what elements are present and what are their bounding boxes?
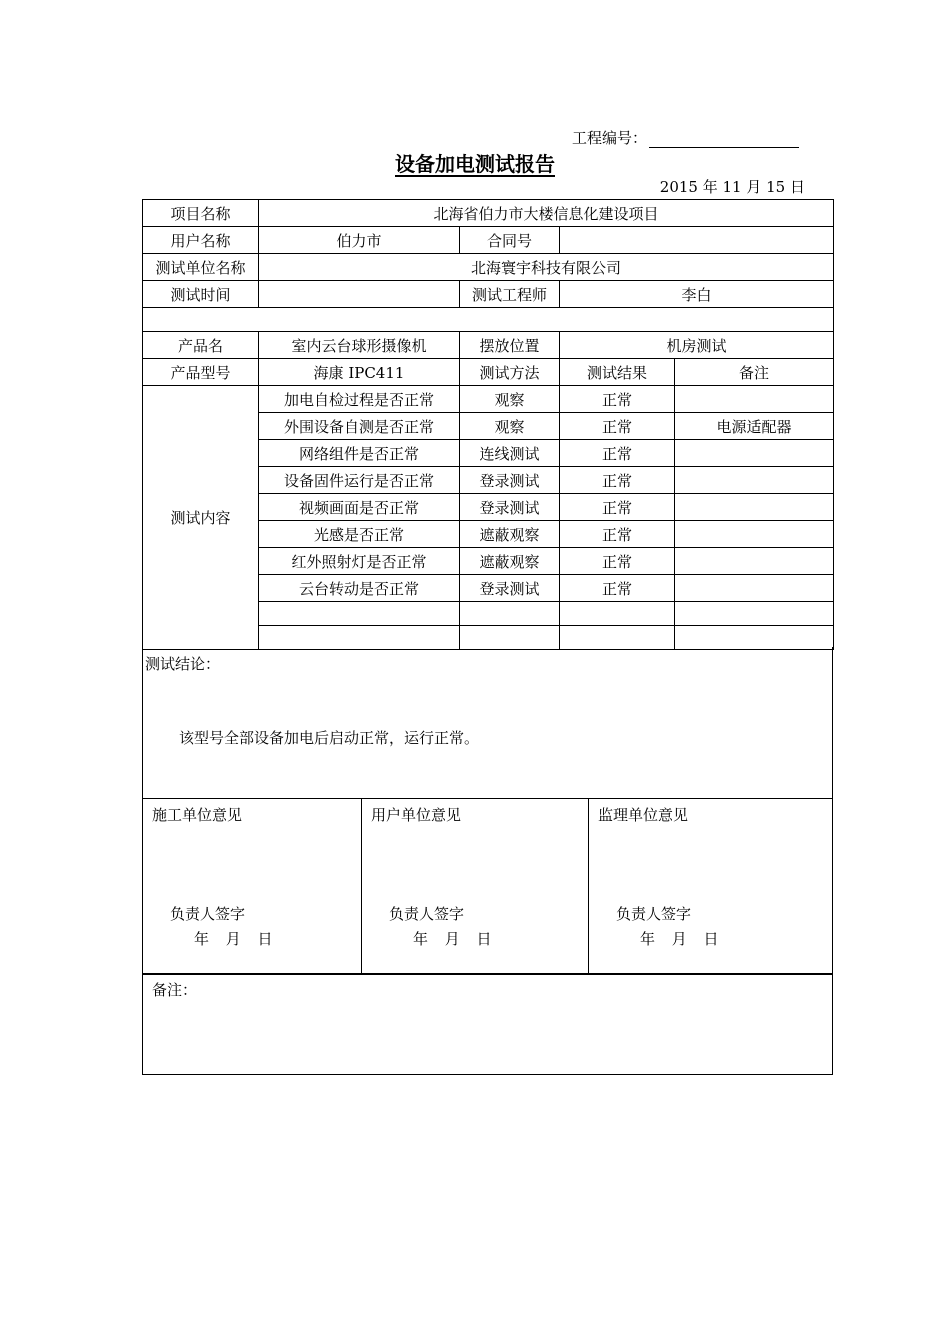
test-method [460, 602, 560, 626]
test-method: 观察 [460, 413, 560, 440]
signature-label: 负责人签字 [389, 905, 465, 923]
test-time-value [259, 281, 460, 308]
test-result: 正常 [560, 386, 675, 413]
test-remark [675, 440, 834, 467]
product-name-value: 室内云台球形摄像机 [259, 332, 460, 359]
location-value: 机房测试 [560, 332, 834, 359]
remarks-label: 备注： [152, 981, 198, 999]
conclusion-box [142, 647, 833, 799]
test-unit-label: 测试单位名称 [143, 254, 259, 281]
signature-label: 负责人签字 [616, 905, 692, 923]
test-result: 正常 [560, 467, 675, 494]
test-remark [675, 467, 834, 494]
test-remark: 电源适配器 [675, 413, 834, 440]
test-method: 连线测试 [460, 440, 560, 467]
result-header: 测试结果 [560, 359, 675, 386]
conclusion-text: 该型号全部设备加电后启动正常，运行正常。 [179, 729, 480, 747]
date-line: 年 月 日 [640, 930, 719, 948]
test-remark [675, 626, 834, 650]
supervision-opinion-title: 监理单位意见 [598, 806, 689, 824]
test-method: 登录测试 [460, 494, 560, 521]
test-unit-value: 北海寰宇科技有限公司 [259, 254, 834, 281]
report-table [142, 199, 834, 650]
page-title [0, 148, 950, 177]
test-result: 正常 [560, 548, 675, 575]
opinions-section [142, 798, 833, 975]
test-result: 正常 [560, 440, 675, 467]
date-line: 年 月 日 [413, 930, 492, 948]
test-remark [675, 521, 834, 548]
test-item: 云台转动是否正常 [259, 575, 460, 602]
test-result: 正常 [560, 494, 675, 521]
test-method: 遮蔽观察 [460, 521, 560, 548]
test-item: 视频画面是否正常 [259, 494, 460, 521]
method-header: 测试方法 [460, 359, 560, 386]
test-result [560, 626, 675, 650]
test-item: 外围设备自测是否正常 [259, 413, 460, 440]
test-item [259, 626, 460, 650]
conclusion-label: 测试结论： [145, 655, 221, 673]
construction-opinion [143, 799, 362, 974]
test-result: 正常 [560, 575, 675, 602]
contract-value [560, 227, 834, 254]
user-opinion-title: 用户单位意见 [371, 806, 462, 824]
row-product-name [143, 332, 834, 359]
row-project-name [143, 200, 834, 227]
row-product-model [143, 359, 834, 386]
supervision-opinion [589, 799, 832, 974]
test-remark [675, 386, 834, 413]
test-result: 正常 [560, 521, 675, 548]
remark-header: 备注 [675, 359, 834, 386]
test-method [460, 626, 560, 650]
engineer-label: 测试工程师 [460, 281, 560, 308]
location-label: 摆放位置 [460, 332, 560, 359]
test-item: 加电自检过程是否正常 [259, 386, 460, 413]
contract-label: 合同号 [460, 227, 560, 254]
test-method: 观察 [460, 386, 560, 413]
spacer-cell [143, 308, 834, 332]
project-name-value: 北海省伯力市大楼信息化建设项目 [259, 200, 834, 227]
test-item: 红外照射灯是否正常 [259, 548, 460, 575]
test-item: 设备固件运行是否正常 [259, 467, 460, 494]
date-line: 年 月 日 [194, 930, 273, 948]
project-name-label: 项目名称 [143, 200, 259, 227]
row-test-unit [143, 254, 834, 281]
signature-label: 负责人签字 [170, 905, 246, 923]
report-date: 2015 年 11 月 15 日 [659, 178, 805, 196]
test-result: 正常 [560, 413, 675, 440]
product-name-label: 产品名 [143, 332, 259, 359]
test-content-label: 测试内容 [143, 386, 259, 650]
test-item [259, 602, 460, 626]
construction-opinion-title: 施工单位意见 [152, 806, 243, 824]
test-remark [675, 602, 834, 626]
project-number-label: 工程编号： [572, 129, 648, 147]
test-time-label: 测试时间 [143, 281, 259, 308]
test-result [560, 602, 675, 626]
project-number-blank [649, 133, 799, 148]
user-name-label: 用户名称 [143, 227, 259, 254]
test-remark [675, 494, 834, 521]
page-title-text: 设备加电测试报告 [395, 152, 555, 176]
product-model-value: 海康 IPC411 [259, 359, 460, 386]
project-number [572, 127, 799, 148]
table-row [143, 386, 834, 413]
test-method: 登录测试 [460, 575, 560, 602]
row-spacer [143, 308, 834, 332]
row-user-name [143, 227, 834, 254]
test-item: 光感是否正常 [259, 521, 460, 548]
row-test-time [143, 281, 834, 308]
test-method: 登录测试 [460, 467, 560, 494]
remarks-box [142, 973, 833, 1075]
engineer-value: 李白 [560, 281, 834, 308]
test-remark [675, 548, 834, 575]
test-item: 网络组件是否正常 [259, 440, 460, 467]
test-remark [675, 575, 834, 602]
user-name-value: 伯力市 [259, 227, 460, 254]
user-opinion [362, 799, 589, 974]
product-model-label: 产品型号 [143, 359, 259, 386]
test-method: 遮蔽观察 [460, 548, 560, 575]
